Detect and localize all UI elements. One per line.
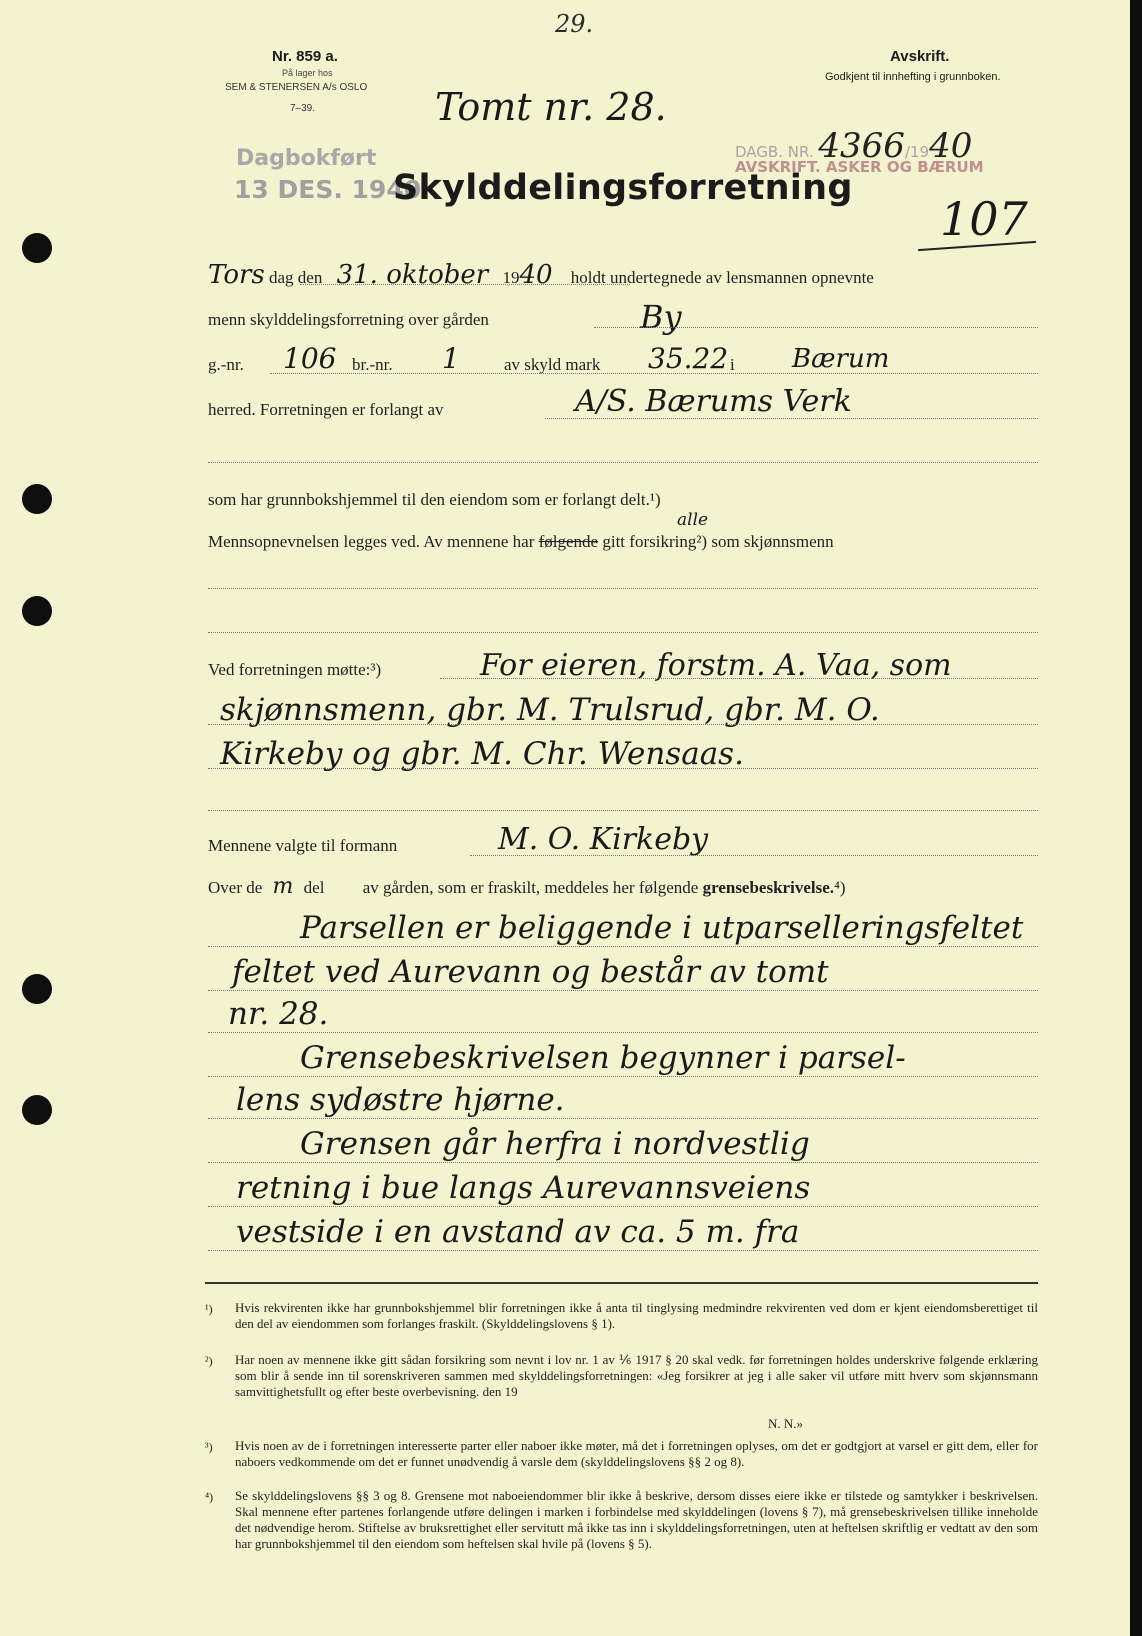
inserted-word: alle: [677, 510, 709, 530]
gnr-value: 106: [283, 342, 337, 375]
footnote-ref: ⁴): [834, 878, 846, 897]
part-hand: m: [272, 874, 294, 899]
form-number: Nr. 859 a.: [272, 48, 338, 65]
part-line: [208, 874, 846, 899]
hand-line: Grensebeskrivelsen begynner i parsel-: [300, 1040, 906, 1076]
fill-line: [208, 632, 1038, 633]
hand-line: Kirkeby og gbr. M. Chr. Wensaas.: [220, 736, 744, 772]
label-del: del: [303, 878, 325, 897]
fill-line: [208, 768, 1038, 769]
printed-date: 7–39.: [290, 103, 316, 114]
hand-line: lens sydøstre hjørne.: [236, 1082, 565, 1118]
fill-line: [208, 1118, 1038, 1119]
punch-hole: [22, 974, 52, 1004]
municipality: Bærum: [792, 344, 890, 374]
hand-line: nr. 28.: [228, 996, 329, 1032]
punch-hole: [22, 596, 52, 626]
fill-line: [208, 1206, 1038, 1207]
punch-hole: [22, 484, 52, 514]
label-farm: menn skylddelingsforretning over gården: [208, 310, 489, 329]
fill-line: [208, 1032, 1038, 1033]
folio-number: 107: [940, 192, 1028, 246]
label-dag-den: dag den: [269, 268, 323, 287]
hand-line: feltet ved Aurevann og består av tomt: [232, 954, 829, 990]
stamp-date: 13 DES. 1940: [234, 175, 422, 204]
requester: A/S. Bærums Verk: [575, 384, 852, 419]
mark-value: 35.22: [648, 342, 729, 375]
hand-line: vestside i en avstand av ca. 5 m. fra: [236, 1214, 800, 1250]
fill-line: [208, 990, 1038, 991]
farm-line: [208, 310, 489, 330]
footnote-number: ²): [205, 1354, 213, 1368]
footnote-2-signature: N. N.»: [768, 1416, 804, 1431]
stamp-dagbokfort: Dagbokført: [236, 146, 377, 171]
mark-label: av skyld mark: [504, 355, 601, 374]
footnote-1: Hvis rekvirenten ikke har grunnbokshjemmel blir forretningen ikke å anta til tinglysing medmindre rekvirenten ved dom er kjent eiendomsberettiget til den del av eiendommen som forlanges fraskilt. (Skylddelingslovens § 1).: [235, 1300, 1038, 1331]
label-mennsopnevnelsen: Mennsopnevnelsen legges ved. Av mennene har: [208, 532, 535, 551]
fill-line: [208, 724, 1038, 725]
stamp-avskrift-asker: AVSKRIFT. ASKER OG BÆRUM: [735, 158, 984, 176]
fill-line: [208, 1250, 1038, 1251]
weekday: Tors: [208, 260, 265, 290]
date-line: [208, 260, 874, 290]
fill-line: [594, 327, 1038, 328]
publisher-line1: På lager hos: [282, 68, 333, 78]
fill-line: [208, 946, 1038, 947]
fill-line: [300, 284, 630, 285]
attended-label: Ved forretningen møtte:³): [208, 660, 382, 679]
i-label: i: [730, 355, 735, 374]
hand-line: Parsellen er beliggende i utparselleringsfeltet: [300, 910, 1024, 946]
punch-hole: [22, 233, 52, 263]
hand-line: retning i bue langs Aurevannsveiens: [236, 1170, 811, 1206]
label-gaarden: av gården, som er fraskilt, meddeles her følgende: [362, 878, 699, 897]
fill-line: [208, 1076, 1038, 1077]
avskrift-subtitle: Godkjent til innhefting i grunnboken.: [825, 71, 1001, 83]
footnote-2: Har noen av mennene ikke gitt sådan forsikring som nevnt i lov nr. 1 av ⅙ 1917 § 20 skal vedk. før forretningen holdes underskrive følgende erklæring som blir å sende inn til sorenskriveren sammen med skylddelingsforretningen: «Jeg forsikrer at jeg i alle saker vil utføre mitt hverv som skjønnsmann samvittighetsfullt og efter beste overbevisning. den 19: [235, 1352, 1038, 1399]
fill-line: [208, 810, 1038, 811]
dagb-number: 4366: [818, 126, 905, 166]
fill-line: [208, 462, 1038, 463]
attended-hand: For eieren, forstm. A. Vaa, som: [480, 648, 952, 683]
footnote-3: Hvis noen av de i forretningen interesserte parter eller naboer ikke møter, må det i forretningen oplyses, om det er godtgjort at varsel er gitt dem, eller for naboers vedkommende om det er funnet unødvendig å varsle dem (skylddelingslovens §§ 2 og 8).: [235, 1438, 1038, 1469]
heading: Skylddelingsforretning: [393, 168, 853, 208]
date: 31. oktober: [336, 260, 489, 290]
struck-word: følgende: [538, 532, 599, 551]
punch-hole: [22, 1095, 52, 1125]
label-19: 19: [502, 268, 520, 287]
gnr-label: g.-nr.: [208, 355, 244, 374]
fill-line: [440, 678, 1038, 679]
fill-line: [470, 855, 1038, 856]
brnr-value: 1: [442, 342, 460, 375]
year: 40: [519, 260, 553, 290]
stamp-year-prefix: /19: [904, 143, 930, 161]
footnote-number: ⁴): [205, 1490, 214, 1504]
page-number: 29.: [555, 10, 594, 38]
grunnbok-line: som har grunnbokshjemmel til den eiendom som er forlangt delt.¹): [208, 490, 661, 509]
footnote-4: Se skylddelingslovens §§ 3 og 8. Grensene mot naboeiendommer blir ikke å beskrive, dersom disses eiere ikke er tilstede og samtykker i beskrivelsen. Skal mennene efter partenes forlangende utføre delingen i marken i forbindelse med skylddelingen (lovens § 7), må grensebeskrivelsen tillike inneholde det nødvendige herom. Stiftelse av bruksrettighet eller servitutt må ikke tas inn i skylddelingsforretningen, uten at heftelsen skriftlig er vedtatt av den som har grunnbokshjemmel til den eiendom som heftelsen skal hvile på (lovens § 5).: [235, 1488, 1038, 1551]
label-forsikring: gitt forsikring²) som skjønnsmenn: [602, 532, 834, 551]
farm-name: By: [640, 298, 682, 336]
forsikring-line: [208, 532, 834, 552]
stamp-dagb-prefix: DAGB. NR.: [735, 143, 814, 161]
label-over-de: Over de: [208, 878, 263, 897]
chair-name: M. O. Kirkeby: [498, 822, 709, 857]
publisher-line2: SEM & STENERSEN A/s OSLO: [225, 82, 368, 93]
dagb-year: 40: [929, 126, 973, 166]
footnote-number: ³): [205, 1440, 213, 1454]
fill-line: [270, 373, 1038, 374]
fill-line: [208, 588, 1038, 589]
fill-line: [208, 1162, 1038, 1163]
footnote-rule: [205, 1282, 1038, 1284]
hand-line: Grensen går herfra i nordvestlig: [300, 1126, 810, 1162]
fill-line: [545, 418, 1038, 419]
requested-label: herred. Forretningen er forlangt av: [208, 400, 444, 419]
label-grensebeskrivelse: grensebeskrivelse.: [702, 878, 834, 897]
avskrift-title: Avskrift.: [890, 48, 950, 65]
chair-label: Mennene valgte til formann: [208, 836, 398, 855]
handwritten-title: Tomt nr. 28.: [435, 85, 667, 129]
hand-line: skjønnsmenn, gbr. M. Trulsrud, gbr. M. O.: [220, 692, 880, 728]
scan-edge: [1130, 0, 1142, 1636]
label-holdt: holdt undertegnede av lensmannen opnevnte: [570, 268, 874, 287]
brnr-label: br.-nr.: [352, 355, 393, 374]
footnote-number: ¹): [205, 1302, 213, 1316]
